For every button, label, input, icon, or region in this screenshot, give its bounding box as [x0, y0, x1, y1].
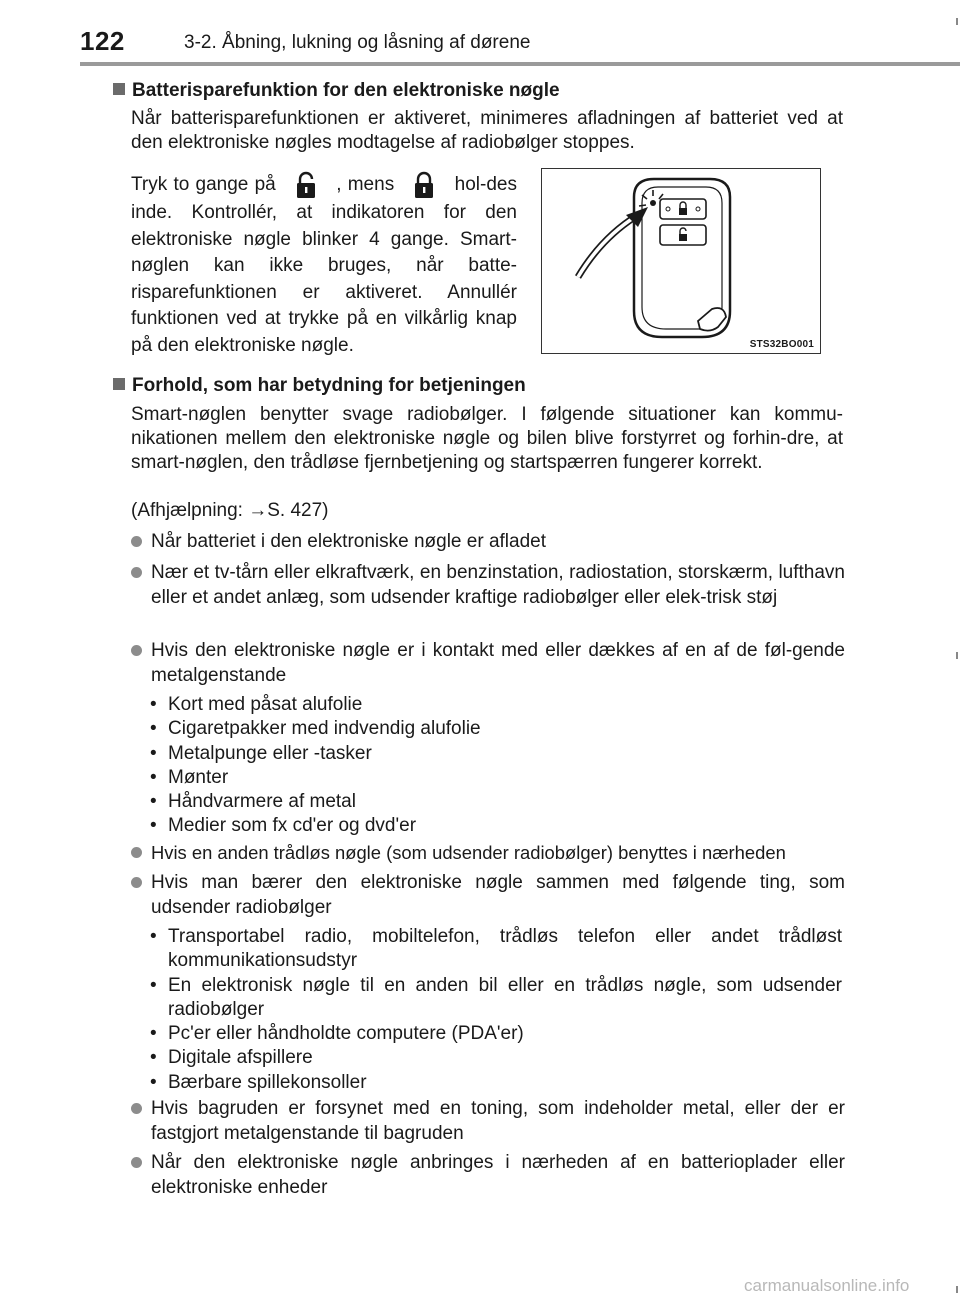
list-item: Når den elektroniske nøgle anbringes i nærheden af en batterioplader eller elektroniske enheder	[151, 1151, 845, 1200]
radio-devices-list	[148, 925, 842, 1095]
list-item: Hvis bagruden er forsynet med en toning, som indeholder metal, eller der er fastgjort metalgenstande til bagruden	[151, 1097, 845, 1146]
section-heading-text: Forhold, som har betydning for betjeningen	[132, 375, 526, 396]
lock-icon	[408, 170, 440, 200]
section-square-icon	[113, 83, 125, 95]
edge-mark	[956, 1286, 958, 1293]
bullet-dot-icon	[131, 877, 142, 888]
list-item: • Bærbare spillekonsoller	[148, 1071, 842, 1095]
section-square-icon	[113, 378, 125, 390]
header-divider	[80, 62, 960, 66]
list-item: • Medier som fx cd'er og dvd'er	[148, 814, 842, 838]
conditions-intro: Smart-nøglen benytter svage radiobølger. I følgende situationer kan kommu-nikationen mellem den elektroniske nøgle og bilen blive forstyrret og forhin-dre, at smart-nøglen, den trådløse fjernbetjening og startspærren fungerer korrekt.	[131, 404, 843, 473]
list-item: Hvis man bærer den elektroniske nøgle sammen med følgende ting, som udsender radiobølger	[151, 871, 845, 920]
section-heading-battery-saver	[113, 80, 560, 102]
battery-saver-instruction	[131, 170, 517, 359]
lock-icon	[290, 170, 322, 200]
watermark: carmanualsonline.info	[744, 1276, 910, 1295]
smart-key-illustration	[542, 169, 819, 352]
bullet-dot-icon	[131, 1157, 142, 1168]
edge-mark	[956, 18, 958, 25]
smart-key-figure	[541, 168, 821, 354]
conditions-reference: (Afhjælpning: →S. 427)	[131, 500, 329, 521]
page-number: 122	[80, 26, 125, 56]
section-heading-text: Batterisparefunktion for den elektroniske nøgle	[132, 80, 560, 101]
list-item: Hvis den elektroniske nøgle er i kontakt med eller dækkes af en af de føl-gende metalgenstande	[151, 639, 845, 688]
battery-saver-intro: Når batterisparefunktionen er aktiveret, minimeres afladningen af batteriet ved at den elektroniske nøgles modtagelse af radiobølger stoppes.	[131, 108, 843, 153]
list-item: • Håndvarmere af metal	[148, 790, 842, 814]
instruction-text-2: , mens	[336, 174, 395, 195]
list-item: • Transportabel radio, mobiltelefon, trådløs telefon eller andet trådløst kommunikationsudstyr	[148, 925, 842, 974]
bullet-dot-icon	[131, 567, 142, 578]
list-item: • En elektronisk nøgle til en anden bil eller en trådløs nøgle, som udsender radiobølger	[148, 974, 842, 1023]
edge-mark	[956, 652, 958, 659]
list-item: Når batteriet i den elektroniske nøgle er afladet	[151, 530, 845, 555]
list-item: • Metalpunge eller -tasker	[148, 742, 842, 766]
list-item: Nær et tv-tårn eller elkraftværk, en benzinstation, radiostation, storskærm, lufthavn eller et andet anlæg, som udsender kraftige radiobølger eller elek-trisk støj	[151, 561, 845, 610]
chapter-title: 3-2. Åbning, lukning og låsning af dørene	[184, 32, 531, 53]
list-item: Hvis en anden trådløs nøgle (som udsender radiobølger) benyttes i nærheden	[151, 841, 851, 866]
list-item: • Kort med påsat alufolie	[148, 693, 842, 717]
instruction-text-1: Tryk to gange på	[131, 174, 276, 195]
metal-objects-list	[148, 693, 842, 839]
section-heading-conditions	[113, 375, 526, 397]
figure-code: STS32BO001	[749, 339, 814, 350]
bullet-dot-icon	[131, 1103, 142, 1114]
list-item: • Mønter	[148, 766, 842, 790]
bullet-dot-icon	[131, 645, 142, 656]
list-item: • Digitale afspillere	[148, 1046, 842, 1070]
list-item: • Cigaretpakker med indvendig alufolie	[148, 717, 842, 741]
bullet-dot-icon	[131, 847, 142, 858]
list-item: • Pc'er eller håndholdte computere (PDA'er)	[148, 1022, 842, 1046]
instruction-text-3: hol-des inde. Kontrollér, at indikatoren for den elektroniske nøgle blinker 4 gange. Smart-nøglen kan ikke bruges, når batte-risparefunktionen er aktiveret. Annullér funktionen ved at trykke på en vilkårlig knap på den elektroniske nøgle.	[131, 174, 517, 356]
bullet-dot-icon	[131, 536, 142, 547]
